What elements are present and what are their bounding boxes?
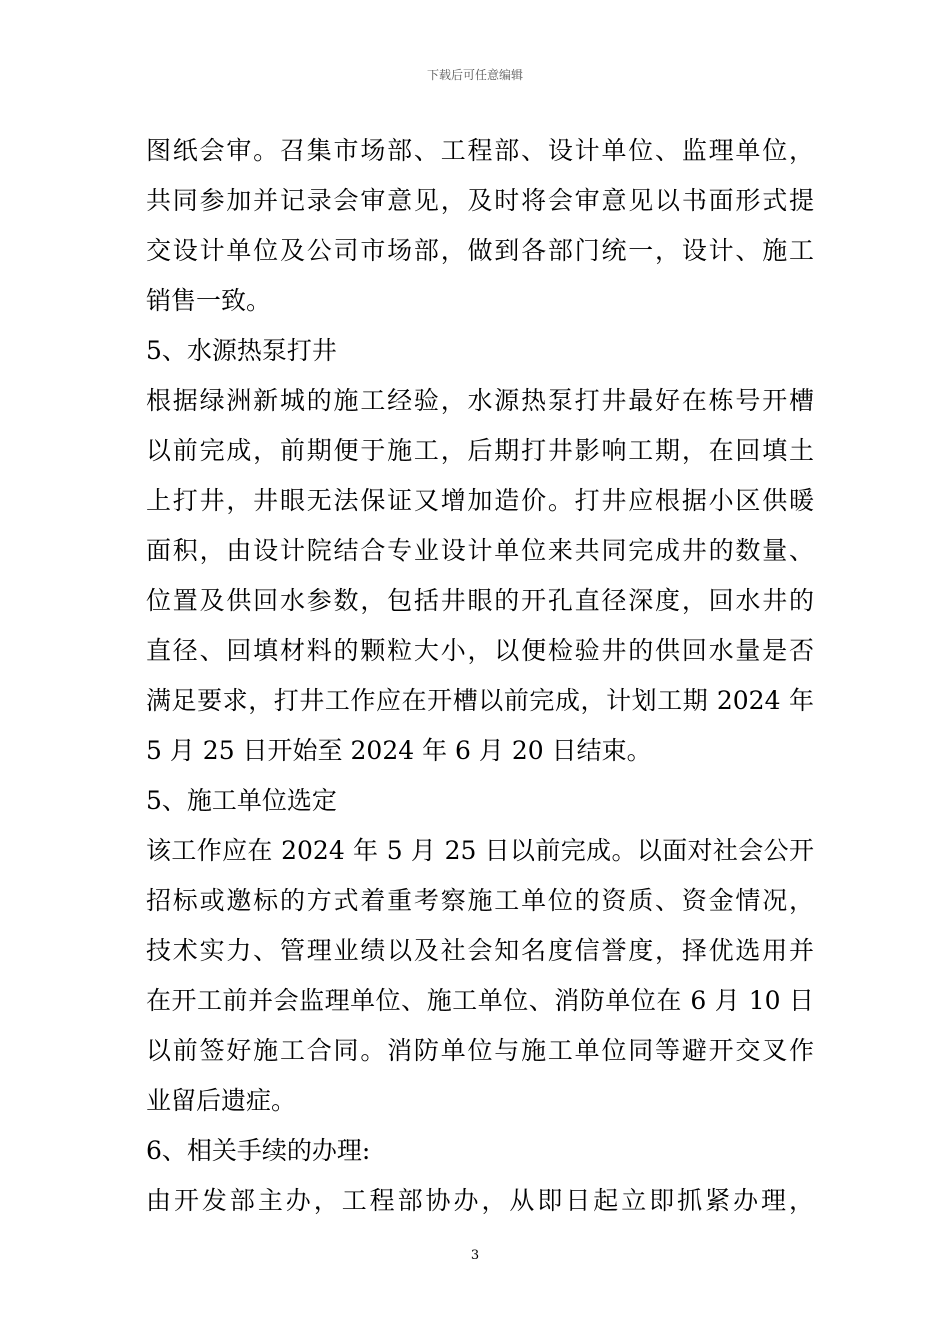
- section-heading: 5、水源热泵打井: [146, 336, 337, 365]
- section-heading: 6、相关手续的办理:: [146, 1136, 371, 1165]
- text-line: 销售一致。: [146, 286, 272, 315]
- text-line: 交设计单位及公司市场部，做到各部门统一，设计、施工: [146, 236, 814, 265]
- text-line: 以前完成，前期便于施工，后期打井影响工期，在回填土: [146, 436, 814, 465]
- text-line: 在开工前并会监理单位、施工单位、消防单位在 6 月 10 日: [146, 986, 814, 1015]
- text-line: 根据绿洲新城的施工经验，水源热泵打井最好在栋号开槽: [146, 386, 814, 415]
- text-line: 招标或邀标的方式着重考察施工单位的资质、资金情况，: [146, 886, 814, 915]
- text-line: 上打井，井眼无法保证又增加造价。打井应根据小区供暖: [146, 486, 814, 515]
- text-line: 直径、回填材料的颗粒大小，以便检验井的供回水量是否: [146, 636, 814, 665]
- text-line: 该工作应在 2024 年 5 月 25 日以前完成。以面对社会公开: [146, 836, 814, 865]
- page-header: 下载后可任意编辑: [426, 68, 523, 82]
- text-line: 业留后遗症。: [146, 1086, 297, 1115]
- text-line: 共同参加并记录会审意见，及时将会审意见以书面形式提: [146, 186, 814, 215]
- page-number: 3: [470, 1248, 480, 1263]
- text-line: 以前签好施工合同。消防单位与施工单位同等避开交叉作: [146, 1036, 814, 1065]
- section-heading: 5、施工单位选定: [146, 786, 337, 815]
- document-body: [146, 126, 814, 1226]
- text-line: 图纸会审。召集市场部、工程部、设计单位、监理单位，: [146, 136, 814, 165]
- text-line: 技术实力、管理业绩以及社会知名度信誉度，择优选用并: [146, 936, 814, 965]
- text-line: 5 月 25 日开始至 2024 年 6 月 20 日结束。: [146, 736, 652, 765]
- text-line: 位置及供回水参数，包括井眼的开孔直径深度，回水井的: [146, 586, 814, 615]
- text-line: 满足要求，打井工作应在开槽以前完成，计划工期 2024 年: [146, 686, 814, 715]
- text-line: 由开发部主办，工程部协办，从即日起立即抓紧办理，: [146, 1186, 814, 1215]
- text-line: 面积，由设计院结合专业设计单位来共同完成井的数量、: [146, 536, 814, 565]
